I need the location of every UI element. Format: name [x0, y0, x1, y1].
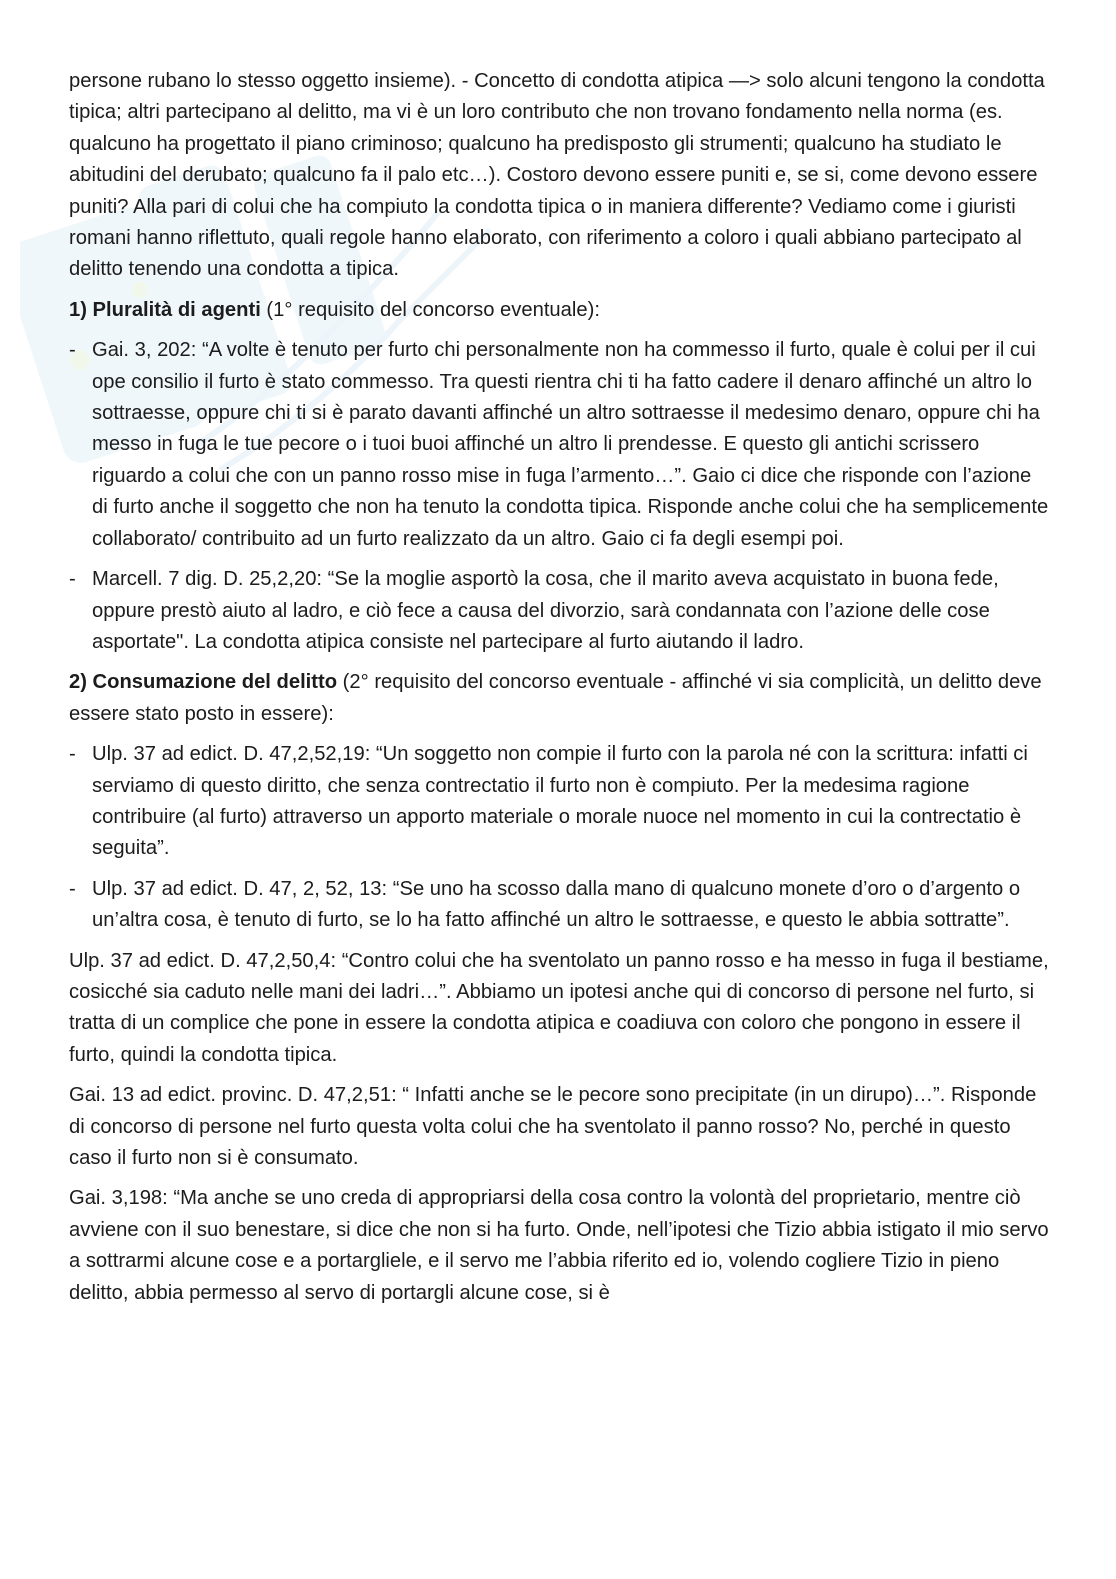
section-1-subtitle: (1° requisito del concorso eventuale): — [260, 298, 600, 321]
list-item-text: Ulp. 37 ad edict. D. 47, 2, 52, 13: “Se uno ha scosso dalla mano di qualcuno monete d’oro o d’argento o un’altra cosa, è tenuto di furto, se lo ha fatto affinché un altro le sottraesse, e questo le abbia sottratte”. — [92, 877, 1021, 932]
body-paragraph: Ulp. 37 ad edict. D. 47,2,50,4: “Contro colui che ha sventolato un panno rosso e ha messo in fuga il bestiame, cosicché sia caduto nelle mani dei ladri…”. Abbiamo un ipotesi anche qui di concorso di persone nel furto, si tratta di un complice che pone in essere la condotta atipica e coadiuva con coloro che pongono in essere il furto, quindi la condotta tipica. — [69, 949, 1049, 1066]
list-item — [69, 739, 1049, 865]
list-item — [69, 335, 1049, 555]
section-1-title: 1) Pluralità di agenti — [69, 298, 261, 321]
section-2-heading — [69, 667, 1049, 730]
section-2-subtitle: (2° requisito del concorso eventuale - affinché vi sia complicità, un delitto deve essere stato posto in essere): — [69, 671, 1042, 725]
body-paragraph: Gai. 13 ad edict. provinc. D. 47,2,51: “ Infatti anche se le pecore sono precipitate (in un dirupo)…”. Risponde di concorso di persone nel furto questa volta colui che ha sventolato il panno rosso? No, perché in questo caso il furto non si è consumato. — [69, 1084, 1037, 1169]
bullet-dash: - — [69, 743, 76, 766]
bullet-dash: - — [69, 568, 76, 591]
list-item-text: Marcell. 7 dig. D. 25,2,20: “Se la moglie asportò la cosa, che il marito aveva acquistato in buona fede, oppure prestò aiuto al ladro, e ciò fece a causa del divorzio, sarà condannata con l’azione delle cose asportate". La condotta atipica consiste nel partecipare al furto aiutando il ladro. — [92, 568, 999, 653]
body-paragraph: Gai. 3,198: “Ma anche se uno creda di appropriarsi della cosa contro la volontà del proprietario, mentre ciò avviene con il suo benestare, si dice che non si ha furto. Onde, nell’ipotesi che Tizio abbia istigato il mio servo a sottrarmi alcune cose e a portargliele, e il servo me l’abbia riferito ed io, volendo cogliere Tizio in pieno delitto, abbia permesso al servo di portargli alcune cose, si è — [69, 1187, 1049, 1304]
document-body — [69, 66, 1049, 1318]
intro-paragraph: persone rubano lo stesso oggetto insieme). - Concetto di condotta atipica —> solo alcuni tengono la condotta tipica; altri partecipano al delitto, ma vi è un loro contributo che non trovano fondamento nella norma (es. qualcuno ha progettato il piano criminoso; qualcuno ha predisposto gli strumenti; qualcuno ha studiato le abitudini del derubato; qualcuno fa il palo etc…). Costoro devono essere puniti e, se si, come devono essere puniti? Alla pari di colui che ha compiuto la condotta tipica o in maniera differente? Vediamo come i giuristi romani hanno riflettuto, quali regole hanno elaborato, con riferimento a coloro i quali abbiano partecipato al delitto tenendo una condotta a tipica. — [69, 70, 1045, 281]
bullet-dash: - — [69, 877, 76, 900]
section-2-title: 2) Consumazione del delitto — [69, 671, 338, 694]
list-item — [69, 874, 1049, 937]
bullet-dash: - — [69, 339, 76, 362]
list-item-text: Ulp. 37 ad edict. D. 47,2,52,19: “Un soggetto non compie il furto con la parola né con la scrittura: infatti ci serviamo di questo diritto, che senza contrectatio il furto non è compiuto. Per la medesima ragione contribuire (al furto) attraverso un apporto materiale o morale nuoce nel momento in cui la contrectatio è seguita”. — [92, 743, 1028, 860]
list-item — [69, 564, 1049, 658]
section-1-heading — [69, 295, 1049, 326]
list-item-text: Gai. 3, 202: “A volte è tenuto per furto chi personalmente non ha commesso il furto, quale è colui per il cui ope consilio il furto è stato commesso. Tra questi rientra chi ti ha fatto cadere il denaro affinché un altro lo sottraesse, oppure chi ti si è parato davanti affinché un altro sottraesse il medesimo denaro, oppure chi ha messo in fuga le tue pecore o i tuoi buoi affinché un altro li prendesse. E questo gli antichi scrissero riguardo a colui che con un panno rosso mise in fuga l’armento…”. Gaio ci dice che risponde con l’azione di furto anche il soggetto che non ha tenuto la condotta tipica. Risponde anche colui che ha semplicemente collaborato/ contribuito ad un furto realizzato da un altro. Gaio ci fa degli esempi poi. — [92, 339, 1049, 550]
